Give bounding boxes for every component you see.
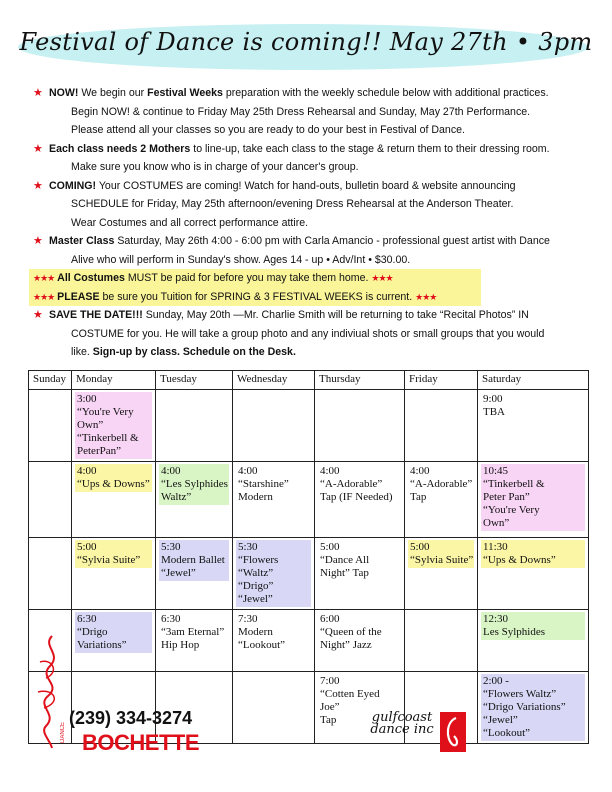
text: Please attend all your classes so you are ready to do your best in Festival of Dance. <box>71 124 465 136</box>
class-entry-line: Tap <box>410 491 427 503</box>
schedule-cell-tuesday <box>156 390 233 462</box>
schedule-cell-friday <box>405 538 478 610</box>
class-entry-line: Peter Pan” <box>483 491 530 503</box>
class-entry <box>159 464 229 505</box>
class-entry-line: “You're Very <box>77 406 134 418</box>
class-entry <box>408 464 474 505</box>
class-entry-line: Tap <box>320 714 337 726</box>
notice-line <box>49 177 581 196</box>
text: be sure you Tuition for SPRING & 3 FESTIVAL WEEKS is current. <box>99 290 416 303</box>
notice-text <box>49 306 581 362</box>
class-entry-line: “Starshine” <box>238 478 289 490</box>
day-header-row <box>29 371 589 390</box>
notice-text <box>49 140 581 177</box>
weekly-schedule-table <box>28 370 589 744</box>
schedule-cell-monday <box>72 538 156 610</box>
class-entry-line: 4:00 <box>238 465 258 477</box>
class-entry-line: “Flowers Waltz” <box>483 688 557 700</box>
class-entry-line: 4:00 <box>320 465 340 477</box>
class-entry-line: “Cotten Eyed <box>320 688 380 700</box>
text: COSTUME for you. He will take a group photo and any indiviual shots or small groups that you would <box>71 327 545 340</box>
day-header-sunday: Sunday <box>29 371 72 390</box>
text: Saturday, May 26th 4:00 - 6:00 pm with Carla Amancio - professional guest artist with Dance <box>114 235 550 247</box>
class-entry-line: Modern Ballet <box>161 554 225 566</box>
class-entry-line: “3am Eternal” <box>161 626 225 638</box>
schedule-cell-monday <box>72 390 156 462</box>
text: like. <box>71 346 93 358</box>
schedule-cell-sunday <box>29 462 72 538</box>
schedule-row <box>29 610 589 672</box>
class-entry-line: Hip Hop <box>161 639 200 651</box>
notice-line <box>49 84 581 103</box>
schedule-cell-friday <box>405 610 478 672</box>
bold-text: Master Class <box>49 235 115 247</box>
schedule-row <box>29 390 589 462</box>
class-entry-line: 4:00 <box>410 465 430 477</box>
schedule-cell-wednesday <box>233 390 315 462</box>
class-entry-line: “Lookout” <box>483 727 531 739</box>
banner-title: Festival of Dance is coming!! May 27th • 3pm <box>19 28 593 56</box>
text: to line-up, take each class to the stage & return them to their dressing room. <box>190 142 550 155</box>
class-entry <box>481 674 585 741</box>
schedule-cell-wednesday <box>233 538 315 610</box>
schedule-cell-saturday <box>478 610 589 672</box>
notice-now <box>33 84 581 140</box>
notice-list <box>33 84 581 362</box>
red-star-icon: ★ <box>33 87 43 99</box>
class-entry-line: Variations” <box>77 639 127 651</box>
class-entry-line: 5:00 <box>320 541 340 553</box>
schedule-cell-friday <box>405 390 478 462</box>
highlight-tuition <box>29 288 481 307</box>
red-star-icon: ★ <box>33 309 43 321</box>
class-entry <box>75 464 152 492</box>
dancer-logo-icon <box>32 632 72 750</box>
bold-text: Each class needs 2 Mothers <box>49 142 191 155</box>
class-entry-line: 7:00 <box>320 675 340 687</box>
notice-line <box>49 306 581 325</box>
class-entry-line: Night” Jazz <box>320 639 372 651</box>
schedule-cell-sunday <box>29 538 72 610</box>
class-entry-line: “Tinkerbell & <box>483 478 545 490</box>
class-entry-line: “Lookout” <box>238 639 286 651</box>
class-entry-line: 6:30 <box>77 613 97 625</box>
class-entry-line: 9:00 <box>483 393 503 405</box>
text: Sunday, May 20th —Mr. Charlie Smith will be returning to take “Recital Photos” IN <box>142 309 529 321</box>
schedule-cell-wednesday <box>233 462 315 538</box>
bold-text: PLEASE <box>57 290 100 303</box>
class-entry-line: 6:00 <box>320 613 340 625</box>
notice-line <box>49 325 581 344</box>
class-entry-line: “Jewel” <box>161 567 196 579</box>
text: Your COSTUMES are coming! Watch for hand-outs, bulletin board & website announcing <box>96 179 516 192</box>
class-entry <box>75 392 152 459</box>
class-entry-line: “Jewel” <box>483 714 518 726</box>
schedule-cell-thursday <box>315 390 405 462</box>
schedule-cell-thursday <box>315 462 405 538</box>
class-entry <box>236 464 311 505</box>
class-entry <box>75 540 152 568</box>
highlight-text <box>57 291 415 303</box>
notice-save-the-date <box>33 306 581 362</box>
notice-line <box>49 251 581 270</box>
class-entry-line: Waltz” <box>161 491 192 503</box>
class-entry <box>318 540 401 581</box>
class-entry-line: Night” Tap <box>320 567 369 579</box>
day-header-saturday: Saturday <box>478 371 589 390</box>
bold-text: Festival Weeks <box>147 87 223 99</box>
class-entry-line: “Jewel” <box>238 593 273 605</box>
day-header-wednesday: Wednesday <box>233 371 315 390</box>
class-entry <box>481 540 585 568</box>
class-entry-line: “You're Very <box>483 504 540 516</box>
text: Make sure you know who is in charge of your dancer's group. <box>71 161 359 173</box>
text: MUST be paid for before you may take them home. <box>124 272 372 284</box>
class-entry-line: “Dance All <box>320 554 370 566</box>
schedule-cell-thursday <box>315 538 405 610</box>
class-entry-line: “Sylvia Suite” <box>77 554 141 566</box>
class-entry-line: 2:00 - <box>483 675 509 687</box>
notice-line <box>49 195 581 214</box>
red-stars-icon: ★★★ <box>33 291 55 302</box>
red-star-icon: ★ <box>33 179 43 192</box>
red-stars-icon: ★★★ <box>371 273 393 283</box>
notice-text <box>49 177 581 233</box>
class-entry-line: Modern <box>238 626 273 638</box>
bold-text: Sign-up by class. Schedule on the Desk. <box>92 346 296 358</box>
notice-line <box>49 214 581 233</box>
class-entry-line: Own” <box>483 517 510 529</box>
schedule-cell-saturday <box>478 390 589 462</box>
class-entry-line: 3:00 <box>77 393 97 405</box>
red-stars-icon: ★★★ <box>415 291 437 302</box>
class-entry-line: Modern <box>238 491 273 503</box>
class-entry <box>236 612 311 653</box>
class-entry-line: “Drigo <box>77 626 108 638</box>
class-entry-line: “A-Adorable” <box>410 478 473 490</box>
schedule-cell-friday <box>405 462 478 538</box>
day-header-monday: Monday <box>72 371 156 390</box>
highlight-costumes-paid <box>29 269 481 288</box>
class-entry-line: “Flowers <box>238 554 279 566</box>
class-entry-line: Les Sylphides <box>483 626 546 638</box>
schedule-cell-monday <box>72 462 156 538</box>
class-entry-line: “Drigo Variations” <box>483 701 566 713</box>
class-entry-line: TBA <box>483 406 505 418</box>
class-entry-line: “Tinkerbell & <box>77 432 139 444</box>
schedule-row <box>29 462 589 538</box>
schedule-cell-tuesday <box>156 462 233 538</box>
class-entry <box>318 612 401 653</box>
red-star-icon: ★ <box>33 142 43 155</box>
schedule-cell-saturday <box>478 672 589 744</box>
bold-text: COMING! <box>49 179 97 192</box>
schedule-cell-saturday <box>478 538 589 610</box>
text: Alive who will perform in Sunday's show. Ages 14 - up • Adv/Int • $30.00. <box>71 253 411 266</box>
partner-logo-text: gulfcoast dance inc <box>370 710 434 737</box>
class-entry <box>408 540 474 568</box>
class-entry-line: “A-Adorable” <box>320 478 383 490</box>
text: SCHEDULE for Friday, May 25th afternoon/evening Dress Rehearsal at the Anderson Theater. <box>71 198 514 210</box>
class-entry-line: 6:30 <box>161 613 181 625</box>
class-entry <box>481 464 585 531</box>
class-entry <box>318 464 401 505</box>
schedule-cell-wednesday <box>233 610 315 672</box>
text: We begin our <box>78 87 148 99</box>
class-entry <box>159 540 229 581</box>
class-entry-line: 5:00 <box>77 541 97 553</box>
class-entry-line: Tap (IF Needed) <box>320 491 393 503</box>
notice-text <box>49 232 581 269</box>
schedule-cell-tuesday <box>156 538 233 610</box>
studio-logo-text: BOCHETTE <box>82 730 199 755</box>
class-entry-line: 7:30 <box>238 613 258 625</box>
class-entry-line: Own” <box>77 419 104 431</box>
class-entry <box>481 392 585 420</box>
bold-text: NOW! <box>49 87 79 99</box>
class-entry-line: 5:30 <box>238 541 258 553</box>
red-star-icon: ★ <box>33 235 43 247</box>
red-stars-icon: ★★★ <box>33 273 55 283</box>
class-entry-line: 12:30 <box>483 613 509 625</box>
notice-costumes <box>33 177 581 233</box>
highlight-text <box>57 272 371 284</box>
phone-number: (239) 334-3274 <box>69 708 193 728</box>
schedule-cell-tuesday <box>156 610 233 672</box>
bold-text: All Costumes <box>57 272 125 284</box>
class-entry-line: “Waltz” <box>238 567 274 579</box>
class-entry <box>159 612 229 653</box>
schedule-cell-saturday <box>478 462 589 538</box>
notice-mothers <box>33 140 581 177</box>
class-entry-line: “Ups & Downs” <box>483 554 556 566</box>
schedule-body <box>29 390 589 744</box>
class-entry-line: 5:00 <box>410 541 430 553</box>
schedule-row <box>29 538 589 610</box>
studio-prefix: DANCE <box>60 722 66 744</box>
partner-logo-icon <box>440 712 466 752</box>
schedule-cell-sunday <box>29 390 72 462</box>
class-entry-line: 11:30 <box>483 541 508 553</box>
notice-line <box>49 232 581 251</box>
class-entry-line: Joe” <box>320 701 340 713</box>
class-entry-line: 5:30 <box>161 541 181 553</box>
class-entry-line: 4:00 <box>161 465 181 477</box>
schedule-cell-thursday <box>315 610 405 672</box>
bold-text: SAVE THE DATE!!! <box>49 309 143 321</box>
class-entry-line: 4:00 <box>77 465 97 477</box>
notice-text <box>49 84 581 140</box>
day-header-tuesday: Tuesday <box>156 371 233 390</box>
class-entry-line: “Les Sylphides <box>161 478 228 490</box>
class-entry <box>236 540 311 607</box>
class-entry <box>75 612 152 653</box>
day-header-friday: Friday <box>405 371 478 390</box>
class-entry-line: 10:45 <box>483 465 509 477</box>
text: Wear Costumes and all correct performance attire. <box>71 216 309 229</box>
day-header-thursday: Thursday <box>315 371 405 390</box>
class-entry-line: “Queen of the <box>320 626 382 638</box>
notice-master-class <box>33 232 581 269</box>
class-entry <box>481 612 585 640</box>
schedule-cell-wednesday <box>233 672 315 744</box>
schedule-cell-monday <box>72 610 156 672</box>
notice-line <box>49 140 581 159</box>
notice-line <box>49 158 581 177</box>
class-entry-line: “Sylvia Suite” <box>410 554 474 566</box>
notice-line <box>49 343 581 362</box>
text: Begin NOW! & continue to Friday May 25th Dress Rehearsal and Sunday, May 27th Performance. <box>71 105 531 118</box>
text: preparation with the weekly schedule below with additional practices. <box>222 87 549 99</box>
notice-line <box>49 103 581 122</box>
notice-line <box>49 121 581 140</box>
class-entry-line: PeterPan” <box>77 445 121 457</box>
class-entry-line: “Drigo” <box>238 580 274 592</box>
class-entry-line: “Ups & Downs” <box>77 478 150 490</box>
